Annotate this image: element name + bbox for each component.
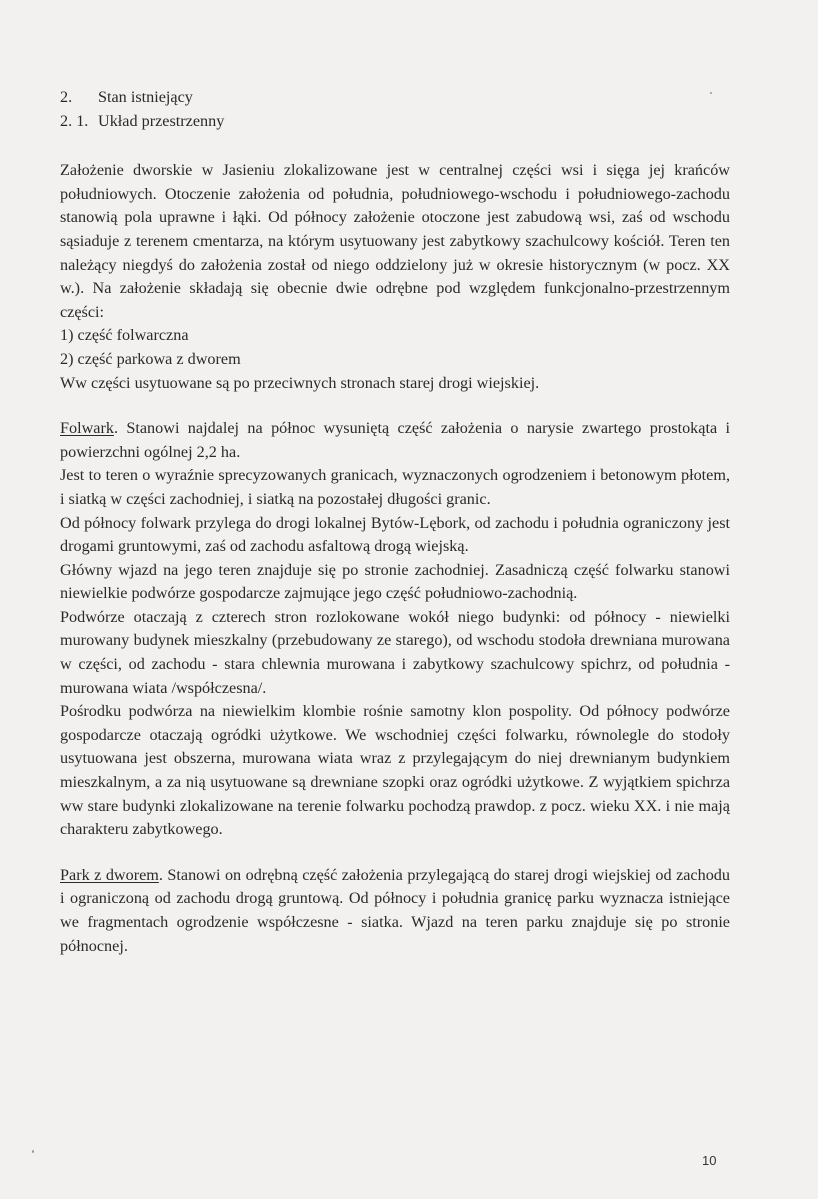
intro-paragraph: Założenie dworskie w Jasieniu zlokalizowane jest w centralnej części wsi i sięga jej krańców południowych. Otoczenie założenia od południa, południowego-wschodu i południowego-zachodu stanowią pola uprawne i łąki. Od północy założenie otoczone jest zabudową wsi, zaś od wschodu sąsiaduje z terenem cmentarza, na którym usytuowany jest zabytkowy szachulcowy kościół. Teren ten należący niegdyś do założenia został od niego oddzielony już w okresie historycznym (w pocz. XX w.). Na założenie składają się obecnie dwie odrębne pod względem funkcjonalno-przestrzennym części: xyxy=(60,161,730,321)
folwark-paragraph: Główny wjazd na jego teren znajduje się po stronie zachodniej. Zasadniczą część folwarku stanowi niewielkie podwórze gospodarcze zajmujące jego część południowo-zachodnią. xyxy=(60,560,730,603)
park-label: Park z dworem xyxy=(60,865,159,884)
closing-line: Ww części usytuowane są po przeciwnych stronach starej drogi wiejskiej. xyxy=(60,373,540,392)
page-number: 10 xyxy=(702,1153,717,1168)
folwark-paragraph: Jest to teren o wyraźnie sprecyzowanych granicach, wyznaczonych ogrodzeniem i betonowym płotem, i siatką w części zachodniej, i siatką na pozostałej długości granic. xyxy=(60,466,730,508)
subsection-heading xyxy=(60,110,730,134)
subsection-number: 2. 1. xyxy=(60,111,89,130)
section-title: Stan istniejący xyxy=(98,88,193,106)
scan-speck xyxy=(710,92,712,94)
section-heading xyxy=(60,86,730,110)
scan-speck xyxy=(32,1150,34,1153)
list-item: 1) część folwarczna xyxy=(60,326,189,345)
list-item: 2) część parkowa z dworem xyxy=(60,349,241,368)
document-body xyxy=(60,86,730,958)
folwark-intro-text: . Stanowi najdalej na północ wysuniętą część założenia o narysie zwartego prostokąta i powierzchni ogólnej 2,2 ha. xyxy=(60,419,730,461)
park-paragraph xyxy=(60,864,730,958)
subsection-title: Układ przestrzenny xyxy=(98,111,225,130)
folwark-intro-paragraph xyxy=(60,417,730,464)
folwark-label: Folwark xyxy=(60,419,114,438)
park-intro-text: . Stanowi on odrębną część założenia przylegającą do starej drogi wiejskiej od zachodu i ograniczoną od zachodu drogą gruntową. Od północy i południa granicę parku wyznacza istniejące we fragmentach ogrodzenie współczesne - siatka. Wjazd na teren parku znajduje się po stronie północnej. xyxy=(60,865,730,955)
folwark-paragraph: Pośrodku podwórza na niewielkim klombie rośnie samotny klon pospolity. Od północy podwórze gospodarcze otaczają ogródki użytkowe. We wschodniej części folwarku, równolegle do stodoły usytuowana jest obszerna, murowana wiata wraz z przylegającym do niej drewnianym budynkiem mieszkalnym, a za nią usytuowane są drewniane szopki oraz ogródki użytkowe. Z wyjątkiem spichrza ww stare budynki zlokalizowane na terenie folwarku pochodzą prawdop. z pocz. wieku XX. i nie mają charakteru zabytkowego. xyxy=(60,702,730,839)
folwark-paragraph: Podwórze otaczają z czterech stron rozlokowane wokół niego budynki: od północy - niewielki murowany budynek mieszkalny (przebudowany ze starego), od wschodu stodoła drewniana murowana w części, od zachodu - stara chlewnia murowana i zabytkowy szachulcowy spichrz, od południa - murowana wiata /współczesna/. xyxy=(60,607,730,697)
section-number: 2. xyxy=(60,88,73,106)
folwark-paragraph: Od północy folwark przylega do drogi lokalnej Bytów-Lębork, od zachodu i południa ograniczony jest drogami gruntowymi, zaś od zachodu asfaltową drogą wiejską. xyxy=(60,513,730,556)
